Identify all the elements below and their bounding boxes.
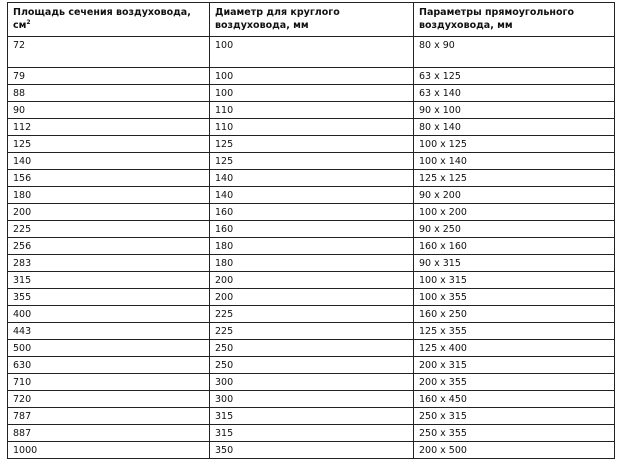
cell-diameter: 140 [210, 187, 414, 204]
cell-rect-size: 100 х 125 [414, 136, 615, 153]
cell-diameter: 125 [210, 153, 414, 170]
cell-diameter: 100 [210, 68, 414, 85]
cell-diameter: 225 [210, 306, 414, 323]
cell-area: 256 [8, 238, 210, 255]
table-row [8, 221, 615, 238]
cell-area: 887 [8, 425, 210, 442]
table-row [8, 119, 615, 136]
table-header-row [8, 3, 615, 37]
cell-area: 72 [8, 37, 210, 68]
cell-area: 400 [8, 306, 210, 323]
cell-area: 1000 [8, 442, 210, 459]
cell-diameter: 110 [210, 102, 414, 119]
table-row [8, 425, 615, 442]
cell-diameter: 160 [210, 221, 414, 238]
cell-area: 156 [8, 170, 210, 187]
cell-rect-size: 90 х 200 [414, 187, 615, 204]
table-row [8, 442, 615, 459]
cell-rect-size: 90 х 315 [414, 255, 615, 272]
table-row [8, 187, 615, 204]
table-row [8, 238, 615, 255]
cell-rect-size: 100 х 315 [414, 272, 615, 289]
cell-rect-size: 160 х 160 [414, 238, 615, 255]
header-diameter-line1: Диаметр для круглого [215, 7, 340, 18]
cell-rect-size: 80 х 90 [414, 37, 615, 68]
cell-area: 315 [8, 272, 210, 289]
cell-area: 180 [8, 187, 210, 204]
table-row [8, 204, 615, 221]
cell-rect-size: 63 х 125 [414, 68, 615, 85]
cell-rect-size: 125 х 125 [414, 170, 615, 187]
cell-diameter: 180 [210, 238, 414, 255]
cell-rect-size: 90 х 100 [414, 102, 615, 119]
cell-diameter: 180 [210, 255, 414, 272]
cell-diameter: 225 [210, 323, 414, 340]
cell-area: 140 [8, 153, 210, 170]
table-row [8, 85, 615, 102]
cell-area: 79 [8, 68, 210, 85]
table-row [8, 68, 615, 85]
cell-area: 787 [8, 408, 210, 425]
cell-diameter: 160 [210, 204, 414, 221]
header-diameter [210, 3, 414, 37]
cell-rect-size: 250 х 355 [414, 425, 615, 442]
cell-rect-size: 125 х 400 [414, 340, 615, 357]
duct-size-table [7, 2, 615, 459]
table-row [8, 323, 615, 340]
cell-rect-size: 100 х 355 [414, 289, 615, 306]
table-row [8, 272, 615, 289]
header-area-line1: Площадь сечения воздуховода, [13, 7, 191, 18]
table-row [8, 255, 615, 272]
cell-diameter: 110 [210, 119, 414, 136]
table-row [8, 37, 615, 68]
cell-diameter: 300 [210, 374, 414, 391]
cell-diameter: 140 [210, 170, 414, 187]
table-row [8, 306, 615, 323]
cell-rect-size: 200 х 315 [414, 357, 615, 374]
table-row [8, 391, 615, 408]
cell-diameter: 100 [210, 37, 414, 68]
cell-rect-size: 125 х 355 [414, 323, 615, 340]
cell-rect-size: 200 х 500 [414, 442, 615, 459]
cell-diameter: 315 [210, 425, 414, 442]
cell-diameter: 315 [210, 408, 414, 425]
cell-area: 630 [8, 357, 210, 374]
cell-area: 720 [8, 391, 210, 408]
cell-rect-size: 160 х 450 [414, 391, 615, 408]
table-row [8, 102, 615, 119]
header-diameter-line2: воздуховода, мм [215, 20, 309, 31]
header-area [8, 3, 210, 37]
cell-area: 355 [8, 289, 210, 306]
cell-area: 112 [8, 119, 210, 136]
cell-rect-size: 100 х 200 [414, 204, 615, 221]
cell-diameter: 250 [210, 340, 414, 357]
cell-diameter: 125 [210, 136, 414, 153]
cell-diameter: 200 [210, 289, 414, 306]
table-row [8, 374, 615, 391]
table-row [8, 153, 615, 170]
cell-rect-size: 200 х 355 [414, 374, 615, 391]
cell-area: 443 [8, 323, 210, 340]
cell-area: 283 [8, 255, 210, 272]
table-row [8, 170, 615, 187]
cell-rect-size: 63 х 140 [414, 85, 615, 102]
table-row [8, 136, 615, 153]
header-area-unit: $см^2$ [13, 18, 31, 31]
cell-diameter: 350 [210, 442, 414, 459]
cell-area: 90 [8, 102, 210, 119]
table-row [8, 289, 615, 306]
header-rect-line2: воздуховода, мм [419, 20, 513, 31]
table-row [8, 357, 615, 374]
cell-diameter: 250 [210, 357, 414, 374]
cell-area: 500 [8, 340, 210, 357]
cell-area: 710 [8, 374, 210, 391]
cell-rect-size: 250 х 315 [414, 408, 615, 425]
header-rect [414, 3, 615, 37]
header-rect-line1: Параметры прямоугольного [419, 7, 574, 18]
cell-rect-size: 100 х 140 [414, 153, 615, 170]
cell-diameter: 100 [210, 85, 414, 102]
cell-area: 200 [8, 204, 210, 221]
duct-table-container [7, 2, 614, 459]
cell-area: 125 [8, 136, 210, 153]
cell-area: 88 [8, 85, 210, 102]
table-row [8, 340, 615, 357]
cell-diameter: 300 [210, 391, 414, 408]
table-row [8, 408, 615, 425]
cell-rect-size: 160 х 250 [414, 306, 615, 323]
cell-area: 225 [8, 221, 210, 238]
cell-diameter: 200 [210, 272, 414, 289]
cell-rect-size: 80 х 140 [414, 119, 615, 136]
cell-rect-size: 90 х 250 [414, 221, 615, 238]
